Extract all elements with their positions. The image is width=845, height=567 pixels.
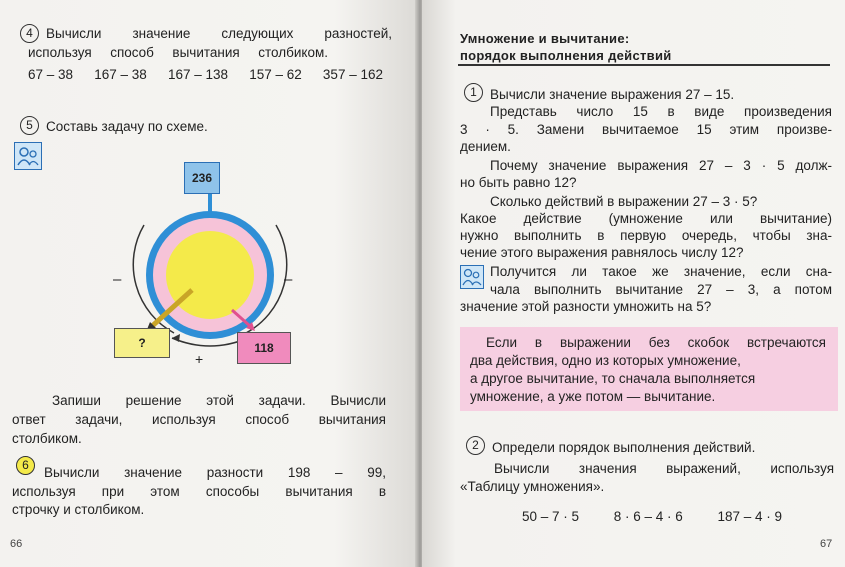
header-underline: [458, 64, 830, 66]
expression: 167 – 38: [94, 67, 147, 82]
task-1-line: дением.: [460, 139, 511, 154]
task-1-line: Представь число 15 в виде произведения: [490, 104, 832, 119]
top-value-box: 236: [184, 162, 220, 194]
task-1-line: но быть равно 12?: [460, 175, 577, 190]
section-header-line-2: порядок выполнения действий: [460, 48, 672, 63]
expression: 157 – 62: [249, 67, 302, 82]
task-1-line: 3 · 5. Замени вычитаемое 15 этим произве-: [460, 122, 832, 137]
plus-sign: +: [195, 351, 204, 367]
task-5-after-line-1: Запиши решение этой задачи. Вычисли: [52, 393, 386, 408]
expression: 67 – 38: [28, 67, 74, 82]
task-1-line: Какое действие (умножение или вычитание): [460, 211, 832, 226]
task-1-line: чение этого выражения равнялось числу 12?: [460, 245, 744, 260]
task-5-number: 5: [20, 116, 39, 135]
minus-sign-right: –: [284, 271, 293, 288]
rule-line: два действия, одно из которых умножение,: [470, 353, 741, 368]
right-value-box: 118: [237, 332, 291, 364]
task-4-line-1: Вычисли значение следующих разностей,: [46, 26, 392, 41]
rule-line: а другое вычитание, то сначала выполняется: [470, 371, 756, 386]
left-page: [0, 0, 418, 567]
task-5-after-line-3: столбиком.: [12, 431, 82, 446]
task-5-text: Составь задачу по схеме.: [46, 119, 208, 134]
right-page: [422, 0, 845, 567]
task-4-number: 4: [20, 24, 39, 43]
task-2-expressions: [522, 509, 782, 524]
left-value-box: ?: [114, 328, 170, 358]
pair-work-icon: [460, 265, 484, 289]
task-2-number: 2: [466, 436, 485, 455]
task-2-line-2: Вычисли значения выражений, используя: [494, 461, 834, 476]
page-number-right: 67: [820, 538, 833, 550]
task-6-line-1: Вычисли значение разности 198 – 99,: [44, 465, 386, 480]
page-number-left: 66: [10, 538, 23, 550]
rule-line: Если в выражении без скобок встречаются: [486, 335, 826, 350]
rule-line: умножение, а уже потом — вычитание.: [470, 389, 716, 404]
task-1-line: нужно выполнить в первую очередь, чтобы зна-: [460, 228, 832, 243]
task-6-line-2: используя при этом способы вычитания в: [12, 484, 386, 499]
task-5-after-line-2: ответ задачи, используя способ вычитания: [12, 412, 386, 427]
expression: 50 – 7 · 5: [522, 509, 580, 524]
task-1-line: Почему значение выражения 27 – 3 · 5 долж-: [490, 158, 832, 173]
task-2-line-3: «Таблицу умножения».: [460, 479, 605, 494]
task-1-line: Получится ли такое же значение, если сна-: [490, 264, 832, 279]
expression: 167 – 138: [167, 67, 229, 82]
task-2-line-1: Определи порядок выполнения действий.: [492, 440, 756, 455]
task-1-number: 1: [464, 83, 483, 102]
expression: 8 · 6 – 4 · 6: [613, 509, 683, 524]
task-1-line: Сколько действий в выражении 27 – 3 · 5?: [490, 194, 758, 209]
task-4-expressions: [28, 67, 383, 82]
task-1-line: чала выполнить вычитание 27 – 3, а потом: [490, 282, 832, 297]
task-6-line-3: строчку и столбиком.: [12, 502, 145, 517]
expression: 187 – 4 · 9: [717, 509, 782, 524]
task-6-number: 6: [16, 456, 35, 475]
expression: 357 – 162: [322, 67, 383, 82]
task-1-line: значение этой разности умножить на 5?: [460, 299, 712, 314]
minus-sign-left: –: [113, 271, 122, 288]
section-header-line-1: Умножение и вычитание:: [460, 31, 630, 46]
task-4-line-2: используя способ вычитания столбиком.: [28, 45, 328, 60]
pair-work-icon: [14, 142, 42, 170]
task-1-line: Вычисли значение выражения 27 – 15.: [490, 87, 735, 102]
